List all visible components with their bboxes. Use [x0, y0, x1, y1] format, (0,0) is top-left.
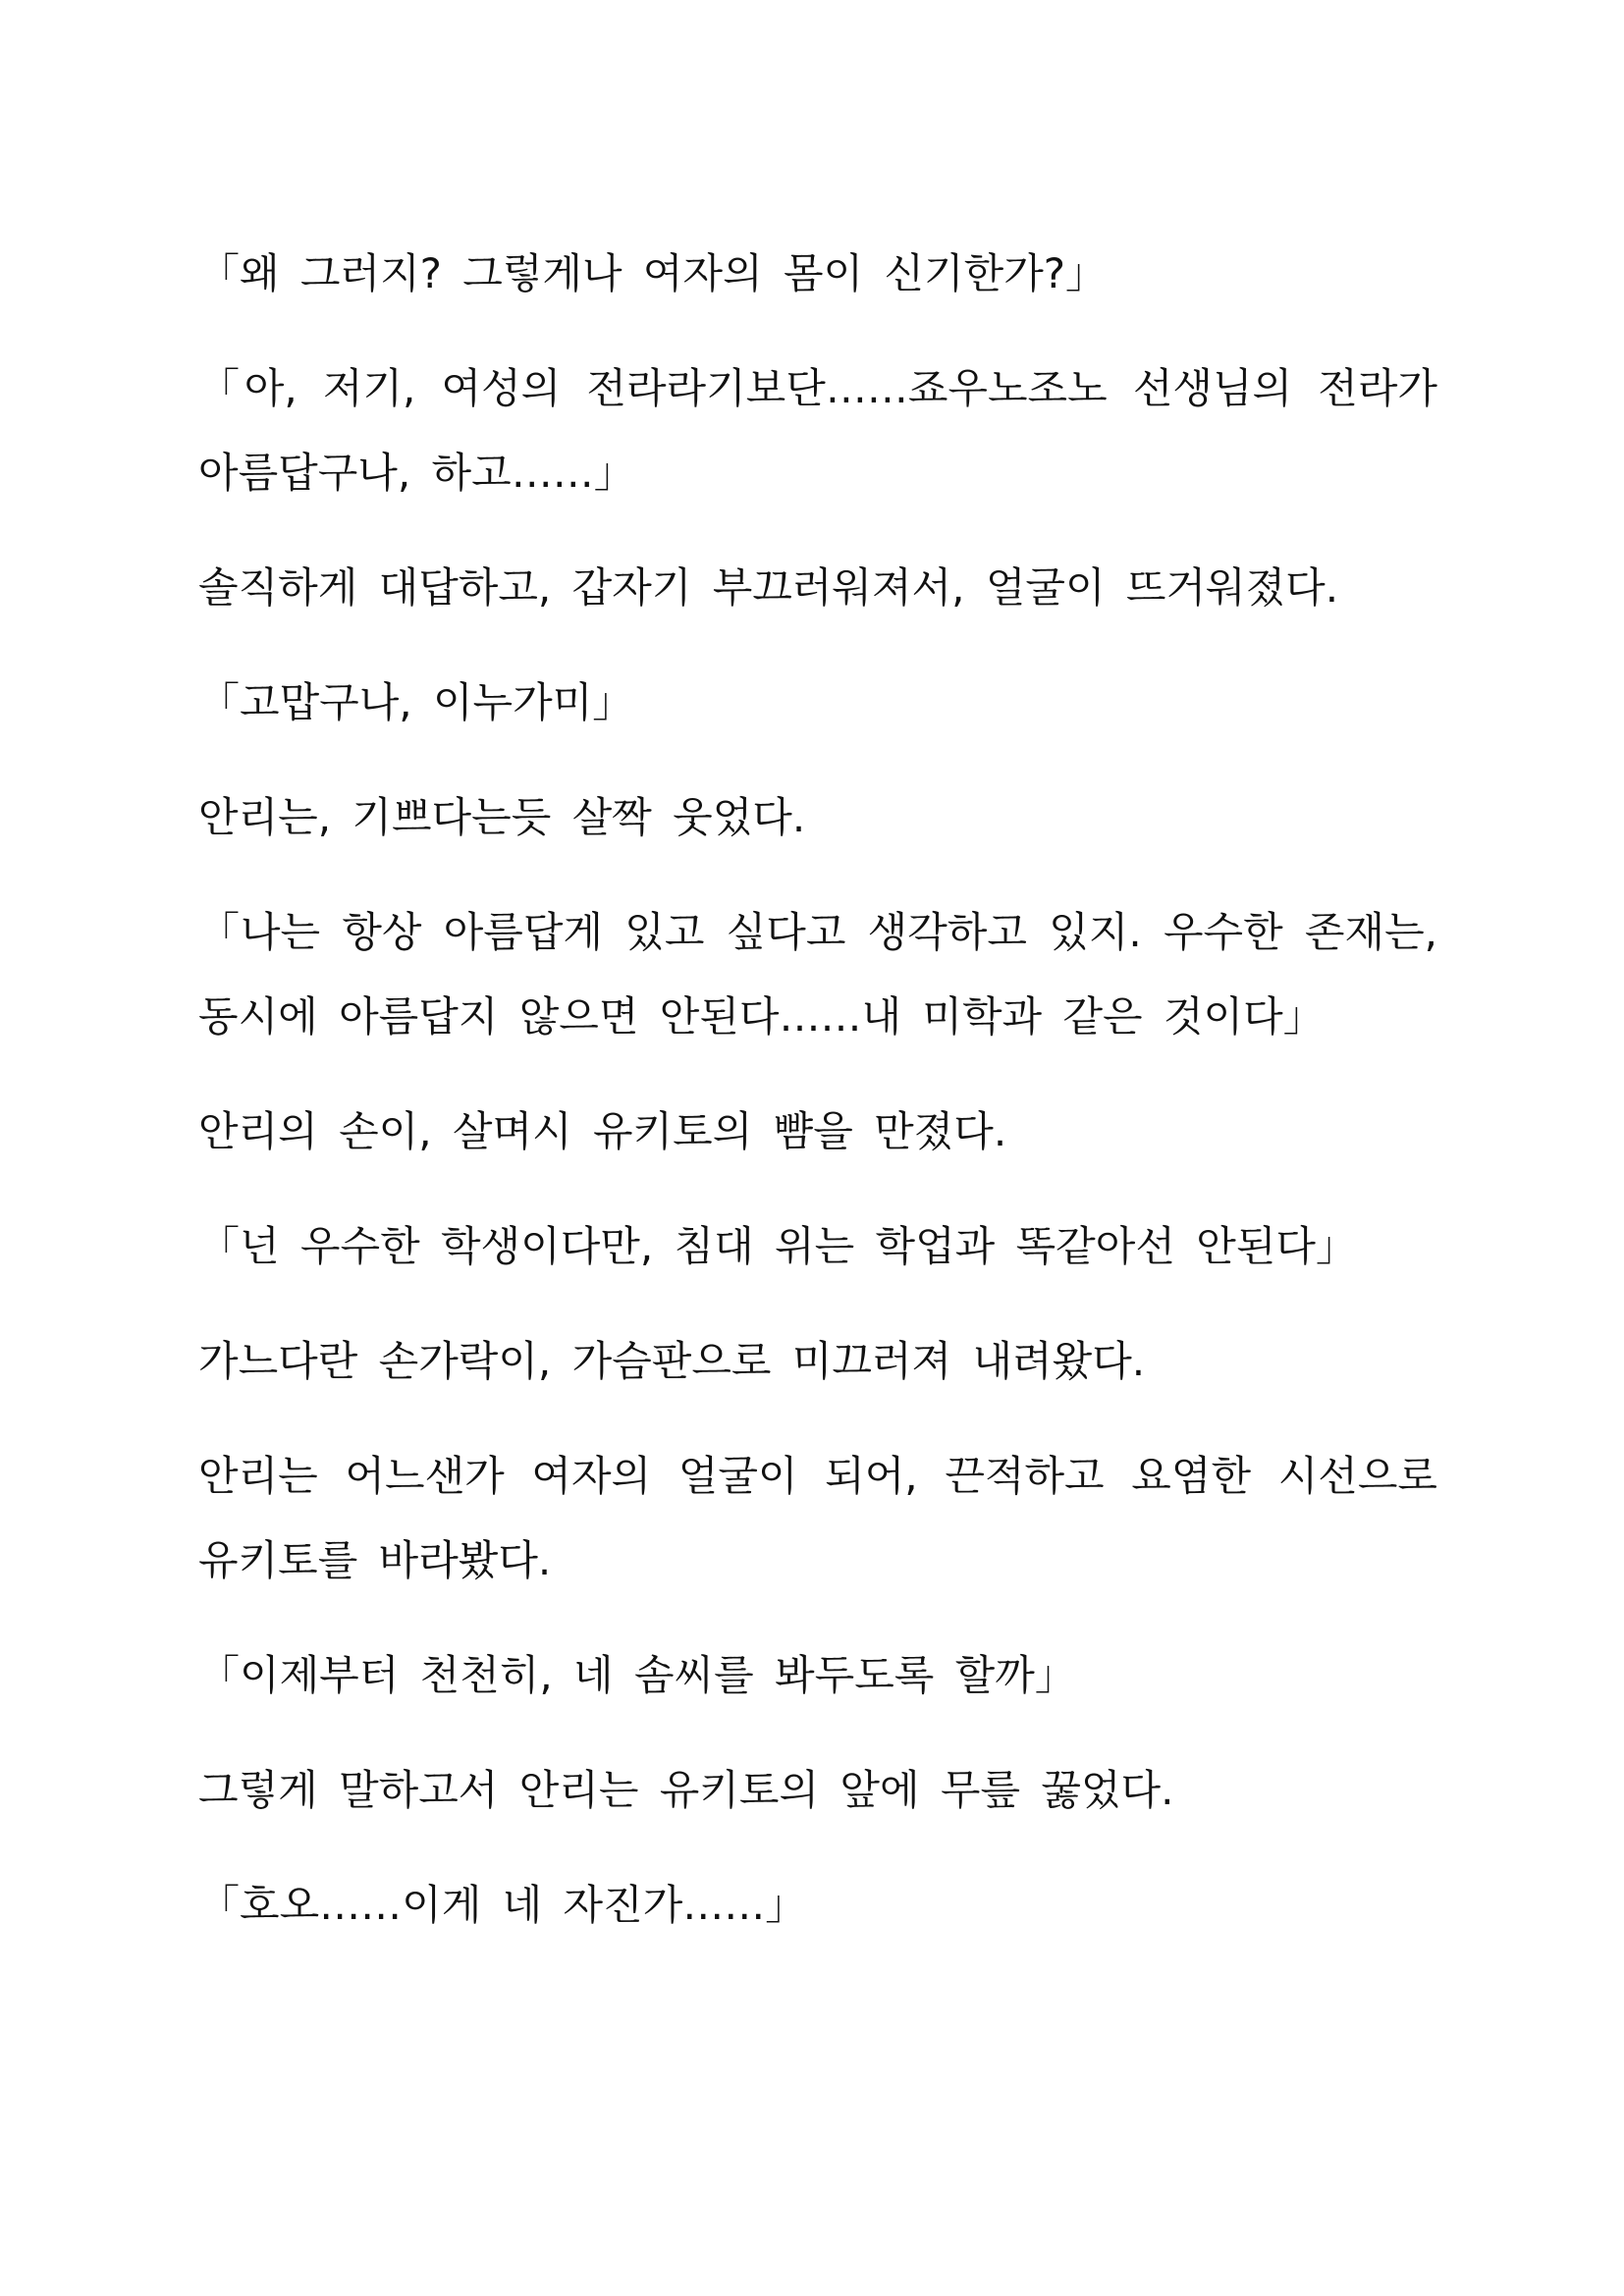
- body-text: [198, 232, 1437, 1978]
- paragraph: 그렇게 말하고서 안리는 유키토의 앞에 무릎 꿇었다.: [198, 1766, 1174, 1814]
- paragraph: 안리는 어느샌가 여자의 얼굴이 되어, 끈적하고 요염한 시선으로 유키토를 바라봤다.: [198, 1452, 1437, 1584]
- paragraph: 「호오……이게 네 자진가……」: [198, 1881, 807, 1929]
- paragraph: 가느다란 손가락이, 가슴판으로 미끄러져 내려왔다.: [198, 1337, 1146, 1385]
- paragraph: 안리의 손이, 살며시 유키토의 뺨을 만졌다.: [198, 1107, 1007, 1155]
- paragraph: 「나는 항상 아름답게 있고 싶다고 생각하고 있지. 우수한 존재는, 동시에 아름답지 않으면 안된다……내 미학과 같은 것이다」: [198, 908, 1437, 1041]
- paragraph: 「이제부터 천천히, 네 솜씨를 봐두도록 할까」: [198, 1651, 1076, 1699]
- paragraph: 솔직하게 대답하고, 갑자기 부끄러워져서, 얼굴이 뜨거워졌다.: [198, 563, 1339, 612]
- paragraph: 「넌 우수한 학생이다만, 침대 위는 학업과 똑같아선 안된다」: [198, 1222, 1357, 1270]
- paragraph: 「왜 그러지? 그렇게나 여자의 몸이 신기한가?」: [198, 249, 1108, 297]
- paragraph: 「아, 저기, 여성의 전라라기보단……죠우노조노 선생님의 전라가 아름답구나, 하고……」: [198, 364, 1437, 497]
- paragraph: 「고맙구나, 이누가미」: [198, 678, 634, 726]
- paragraph: 안리는, 기쁘다는듯 살짝 웃었다.: [198, 793, 806, 841]
